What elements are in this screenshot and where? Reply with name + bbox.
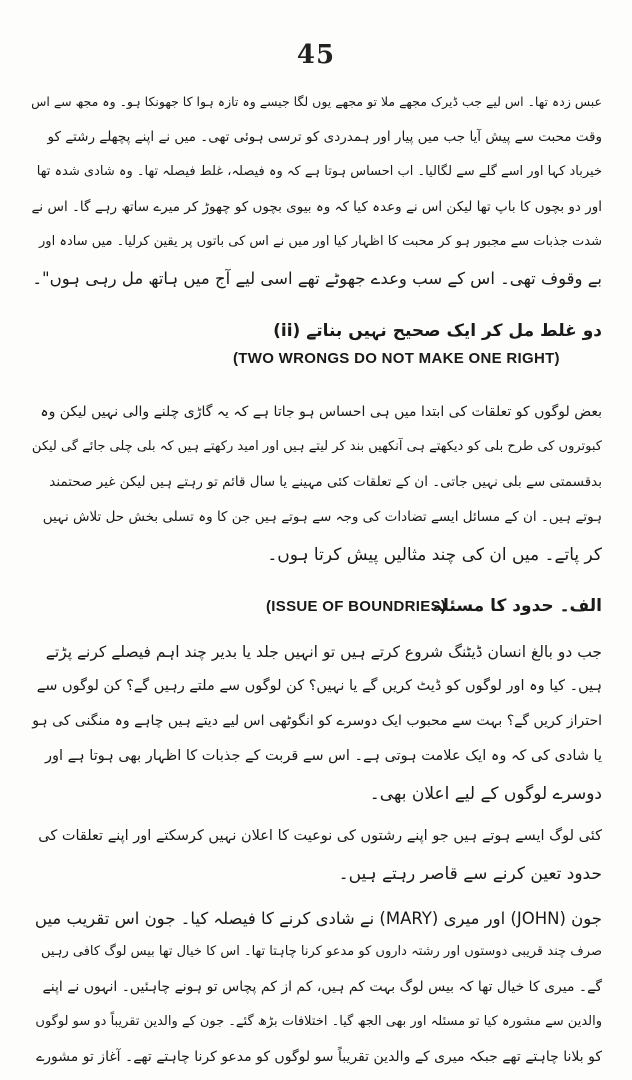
text-line: صرف چند قریبی دوستوں اور رشتہ داروں کو مدعو کرنا چاہتا تھا۔ اس کا خیال تھا بیس لوگ کافی رہیں — [41, 944, 602, 959]
section-heading-english: (TWO WRONGS DO NOT MAKE ONE RIGHT) — [233, 350, 560, 367]
text-line: کئی لوگ ایسے ہوتے ہیں جو اپنے رشتوں کی نوعیت کا اعلان نہیں کرسکتے اور اپنے تعلقات کی — [38, 828, 602, 844]
text-line: اور دو بچوں کا باپ تھا لیکن اس نے وعدہ کیا کہ وہ بیوی بچوں کو چھوڑ کر میرے ساتھ رہے گا۔ اس نے — [31, 199, 602, 215]
text-line: کو بلانا چاہتے تھے جبکہ میری کے والدین تقریباً سو لوگوں کو مدعو کرنا چاہتے تھے۔ آغاز تو مشورے — [36, 1049, 602, 1065]
text-line: بعض لوگوں کو تعلقات کی ابتدا میں ہی احساس ہو جاتا ہے کہ یہ گاڑی چلنے والی نہیں لیکن وہ — [40, 404, 602, 420]
text-line: یا شادی کی کہ وہ ایک علامت ہوتی ہے۔ اس سے قربت کے جذبات کا اظہار بھی ہوتا ہے اور — [45, 748, 602, 764]
text-line: حدود تعین کرنے سے قاصر رہتے ہیں۔ — [338, 864, 602, 884]
page-number: 45 — [296, 40, 336, 70]
text-line: عبس زدہ تھا۔ اس لیے جب ڈیرک مجھے ملا تو مجھے یوں لگا جیسے وہ تازہ ہوا کا جھونکا ہو۔ وہ مجھ سے اس — [31, 94, 602, 109]
subsection-heading-english: (ISSUE OF BOUNDRIES) — [266, 598, 447, 615]
text-line: دوسرے لوگوں کے لیے اعلان بھی۔ — [369, 784, 602, 804]
text-line: وقت محبت سے پیش آیا جب میں پیار اور ہمدردی کو ترسی ہوئی تھی۔ میں نے اپنے پچھلے رشتے کو — [47, 129, 602, 145]
text-line: جب دو بالغ انسان ڈیٹنگ شروع کرتے ہیں تو انہیں جلد یا بدیر چند اہم فیصلے کرنے پڑتے — [45, 643, 602, 661]
text-line: احتراز کریں گے؟ بہت سے محبوب ایک دوسرے کو انگوٹھی اس لیے دیتے ہیں چاہے وہ منگنی کی ہو — [32, 713, 602, 729]
text-line: جون (JOHN) اور میری (MARY) نے شادی کرنے کا فیصلہ کیا۔ جون اس تقریب میں — [34, 909, 602, 928]
text-line: شدت جذبات سے مجبور ہو کر محبت کا اظہار کیا اور میں نے اس کی باتوں پر یقین کرلیا۔ میں سادہ اور — [39, 234, 602, 249]
text-line: ہیں۔ کیا وہ اور لوگوں کو ڈیٹ کریں گے یا نہیں؟ کن لوگوں سے ملتے رہیں گے؟ کن لوگوں سے — [36, 678, 602, 694]
text-line: والدین سے مشورہ کیا تو مسئلہ اور بھی الجھ گیا۔ اختلافات بڑھ گئے۔ جون کے والدین تقریباً دو سو لوگوں — [35, 1014, 602, 1029]
subsection-heading: الف۔ حدود کا مسئلہ — [432, 596, 602, 616]
text-line: گے۔ میری کا خیال تھا کہ بیس لوگ بہت کم ہیں، کم از کم پچاس تو ہونے چاہئیں۔ انہوں نے اپنے — [42, 979, 602, 995]
section-heading: (ii) دو غلط مل کر ایک صحیح نہیں بناتے — [273, 321, 602, 341]
text-line: کبوتروں کی طرح بلی کو دیکھتے ہی آنکھیں بند کر لیتے ہیں اور امید رکھتے ہیں کہ بلی چلی جائے گی لیکن — [31, 439, 602, 454]
text-line: خیرباد کہا اور اسے گلے سے لگالیا۔ اب احساس ہوتا ہے کہ وہ فیصلہ، غلط فیصلہ تھا۔ وہ شادی شدہ تھا — [36, 164, 602, 179]
text-line: بدقسمتی سے بلی نہیں جاتی۔ ان کے تعلقات کئی مہینے یا سال قائم تو رہتے ہیں لیکن غیر صحتمند — [49, 474, 602, 490]
text-line: ہوتے ہیں۔ ان کے مسائل ایسے تضادات کی وجہ سے ہوتے ہیں جن کا وہ تسلی بخش حل تلاش نہیں — [42, 509, 602, 525]
text-line: بے وقوف تھی۔ اس کے سب وعدے جھوٹے تھے اسی لیے آج میں ہاتھ مل رہی ہوں"۔ — [32, 269, 602, 288]
text-line: کر پاتے۔ میں ان کی چند مثالیں پیش کرتا ہوں۔ — [267, 545, 602, 565]
